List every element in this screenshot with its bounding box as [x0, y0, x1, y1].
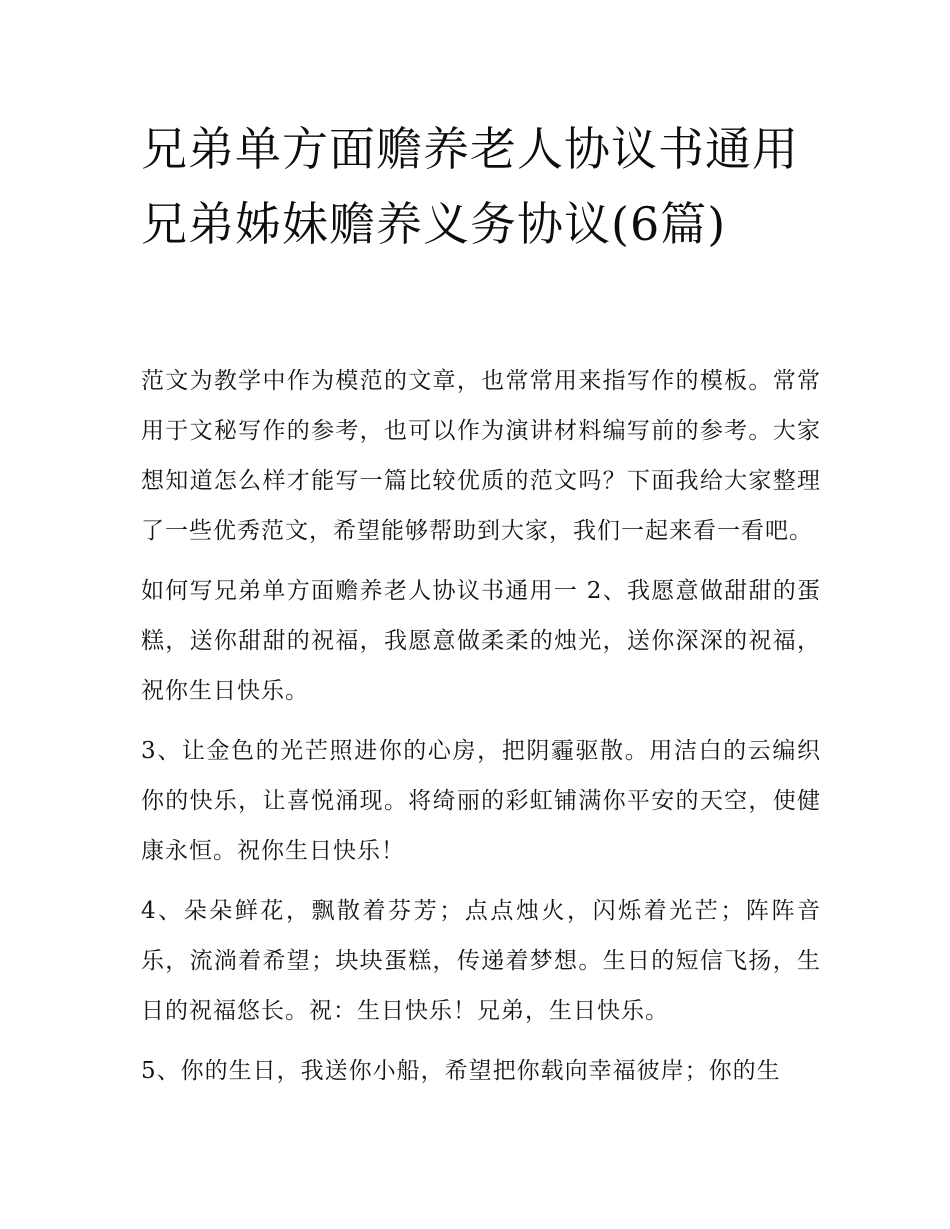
document-body — [141, 356, 821, 1106]
intro-paragraph: 范文为教学中作为模范的文章，也常常用来指写作的模板。常常用于文秘写作的参考，也可以作为演讲材料编写前的参考。大家想知道怎么样才能写一篇比较优质的范文吗？下面我给大家整理了一些优秀范文，希望能够帮助到大家，我们一起来看一看吧。 — [141, 368, 821, 544]
paragraph-item-3: 3、让金色的光芒照进你的心房，把阴霾驱散。用洁白的云编织你的快乐，让喜悦涌现。将绮丽的彩虹铺满你平安的天空，使健康永恒。祝你生日快乐！ — [141, 738, 821, 864]
paragraph-item-2: 如何写兄弟单方面赡养老人协议书通用一 2、我愿意做甜甜的蛋糕，送你甜甜的祝福，我愿意做柔柔的烛光，送你深深的祝福，祝你生日快乐。 — [141, 578, 821, 704]
paragraph-item-5: 5、你的生日，我送你小船，希望把你载向幸福彼岸；你的生 — [141, 1058, 781, 1084]
paragraph-item-4: 4、朵朵鲜花，飘散着芬芳；点点烛火，闪烁着光芒；阵阵音乐，流淌着希望；块块蛋糕，传递着梦想。生日的短信飞扬，生日的祝福悠长。祝：生日快乐！兄弟，生日快乐。 — [141, 898, 821, 1024]
document-title: 兄弟单方面赡养老人协议书通用 兄弟姊妹赡养义务协议(6篇) — [141, 122, 799, 251]
